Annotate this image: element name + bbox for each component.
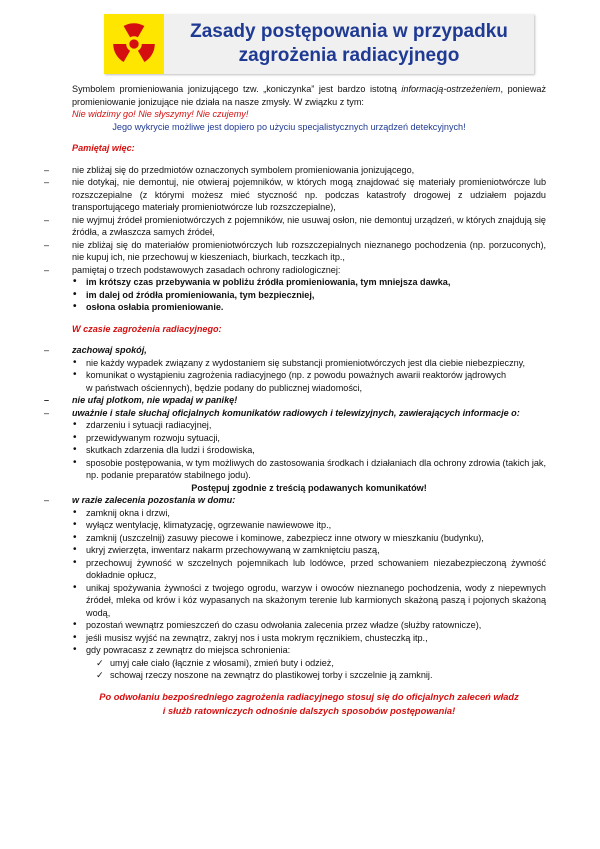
list-item: • zamknij okna i drzwi, (72, 507, 546, 520)
remember-heading: Pamiętaj więc: (72, 143, 135, 153)
list-item (44, 407, 546, 495)
list-item: • nie każdy wypadek związany z wydostaniem się substancji promieniotwórczych jest dla ciebie niebezpieczny, (72, 357, 546, 370)
list-item: • zamknij (uszczelnij) zasuwy piecowe i kominowe, zabezpiecz inne otwory w mieszkaniu (budynku), (72, 532, 546, 545)
calm-sublist (72, 357, 546, 395)
listen-sublist (72, 419, 546, 482)
intro-text-c: , ponieważ promieniowanie jonizujące nie działa na nasze zmysły. W związku z tym: (72, 84, 546, 107)
list-item: • ukryj zwierzęta, inwentarz nakarm przechowywaną w zamkniętciu paszą, (72, 544, 546, 557)
rule-item: • im dalej od źródła promieniowania, tym bezpieczniej, (72, 289, 546, 302)
title-line-1: Zasady postępowania w przypadku (190, 21, 508, 42)
page-title (164, 20, 534, 68)
list-item: • sposobie postępowania, w tym możliwych do zastosowania środkach i działaniach dla ochrony zdrowia (takich jak, np. podanie preparatów stabilnego jodu). (72, 457, 546, 482)
footer-line-2: i służb ratowniczych odnośnie dalszych sposobów postępowania! (162, 705, 456, 716)
radiation-warning-icon (104, 14, 164, 74)
footer-note (72, 690, 546, 718)
rule-item: • im krótszy czas przebywania w pobliżu źródła promieniowania, tym mniejsza dawka, (72, 276, 546, 289)
list-item (44, 494, 546, 682)
list-item-text: gdy powracasz z zewnątrz do miejsca schronienia: (86, 645, 291, 655)
list-item: • unikaj spożywania żywności z twojego ogrodu, warzyw i owoców nieznanego pochodzenia, wody z niepewnych źródeł, mleka od krów i kóz wypasanych na skażonym terenie lub karmionych skażoną paszą i pojonych skażoną wodą, (72, 582, 546, 620)
list-item: – nie dotykaj, nie demontuj, nie otwieraj pojemników, w których mogą znajdować się materiały promieniotwórcze lub rozszczepialne (z którymi możesz mieć styczność np. podczas katastrofy drogowej z udziałem pojazdu transportującego materiały promieniotwórcze lub rozszczepialne), (44, 176, 546, 214)
list-item: – nie zbliżaj się do materiałów promieniotwórczych lub rozszczepialnych nieznanego pochodzenia (np. porzuconych), nie kupuj ich, nie przechowuj w kieszeniach, biurkach, teczkach itp., (44, 239, 546, 264)
list-item: • zdarzeniu i sytuacji radiacyjnej, (72, 419, 546, 432)
home-sublist (72, 507, 546, 682)
intro-text-emphasis: informacją-ostrzeżeniem (401, 84, 501, 94)
list-item: • przewidywanym rozwoju sytuacji, (72, 432, 546, 445)
list-item: • pozostań wewnątrz pomieszczeń do czasu odwołania zalecenia przez władze (służby ratownicze), (72, 619, 546, 632)
header-banner (104, 14, 534, 74)
calm-text: zachowaj spokój, (72, 345, 147, 355)
warning-text: Nie widzimy go! Nie słyszymy! Nie czujemy! (72, 109, 249, 119)
stay-home-text: w razie zalecenia pozostania w domu: (72, 495, 236, 505)
title-line-2: zagrożenia radiacyjnego (238, 45, 460, 66)
list-item-text: komunikat o wystąpieniu zagrożenia radiacyjnego (np. z powodu poważnych awarii reaktorów jądrowych (86, 370, 507, 380)
list-item: • jeśli musisz wyjść na zewnątrz, zakryj nos i usta mokrym ręcznikiem, chusteczką itp., (72, 632, 546, 645)
list-item: • przechowuj żywność w szczelnych pojemnikach lub lodówce, przed schowaniem niezabezpieczoną żywność dokładnie opłucz, (72, 557, 546, 582)
follow-instructions-text: Postępuj zgodnie z treścią podawanych komunikatów! (191, 482, 427, 493)
list-item: • skutkach zdarzenia dla ludzi i środowiska, (72, 444, 546, 457)
list-item-text: pamiętaj o trzech podstawowych zasadach ochrony radiologicznej: (72, 264, 341, 275)
list-item (72, 644, 546, 682)
radiation-rules-list (72, 276, 546, 314)
return-checklist (86, 657, 546, 682)
list-item: – nie ufaj plotkom, nie wpadaj w panikę! (44, 394, 546, 407)
list-item (72, 369, 546, 394)
list-item (44, 344, 546, 394)
checklist-item: ✓ umyj całe ciało (łącznie z włosami), zmień buty i odzież, (96, 657, 546, 670)
threat-heading: W czasie zagrożenia radiacyjnego: (72, 323, 222, 334)
detection-text: Jego wykrycie możliwe jest dopiero po użyciu specjalistycznych urządzeń detekcyjnych! (112, 121, 466, 132)
threat-list (72, 344, 546, 682)
footer-line-1: Po odwołaniu bezpośredniego zagrożenia radiacyjnego stosuj się do oficjalnych zaleceń władz (99, 691, 519, 702)
document-body (72, 83, 546, 718)
list-item-text: w państwach ościennych), będzie podany do publicznej wiadomości, (86, 382, 363, 393)
remember-list (72, 164, 546, 314)
rule-item: • osłona osłabia promieniowanie. (72, 301, 546, 314)
intro-text-a: Symbolem promieniowania jonizującego tzw. „koniczynka” jest bardzo istotną (72, 84, 402, 94)
list-item: – nie zbliżaj się do przedmiotów oznaczonych symbolem promieniowania jonizującego, (44, 164, 546, 177)
listen-text: uważnie i stale słuchaj oficjalnych komunikatów radiowych i telewizyjnych, zawierających informacje o: (72, 407, 520, 418)
checklist-item: ✓ schowaj rzeczy noszone na zewnątrz do plastikowej torby i szczelnie ją zamknij. (96, 669, 546, 682)
list-item (44, 264, 546, 314)
list-item: • wyłącz wentylację, klimatyzację, ogrzewanie nawiewowe itp., (72, 519, 546, 532)
list-item: – nie wyjmuj źródeł promieniotwórczych z pojemników, nie usuwaj osłon, nie demontuj urządzeń, w których znajdują się źródła, a zwłaszcza samych źródeł, (44, 214, 546, 239)
intro-paragraph (72, 83, 546, 108)
